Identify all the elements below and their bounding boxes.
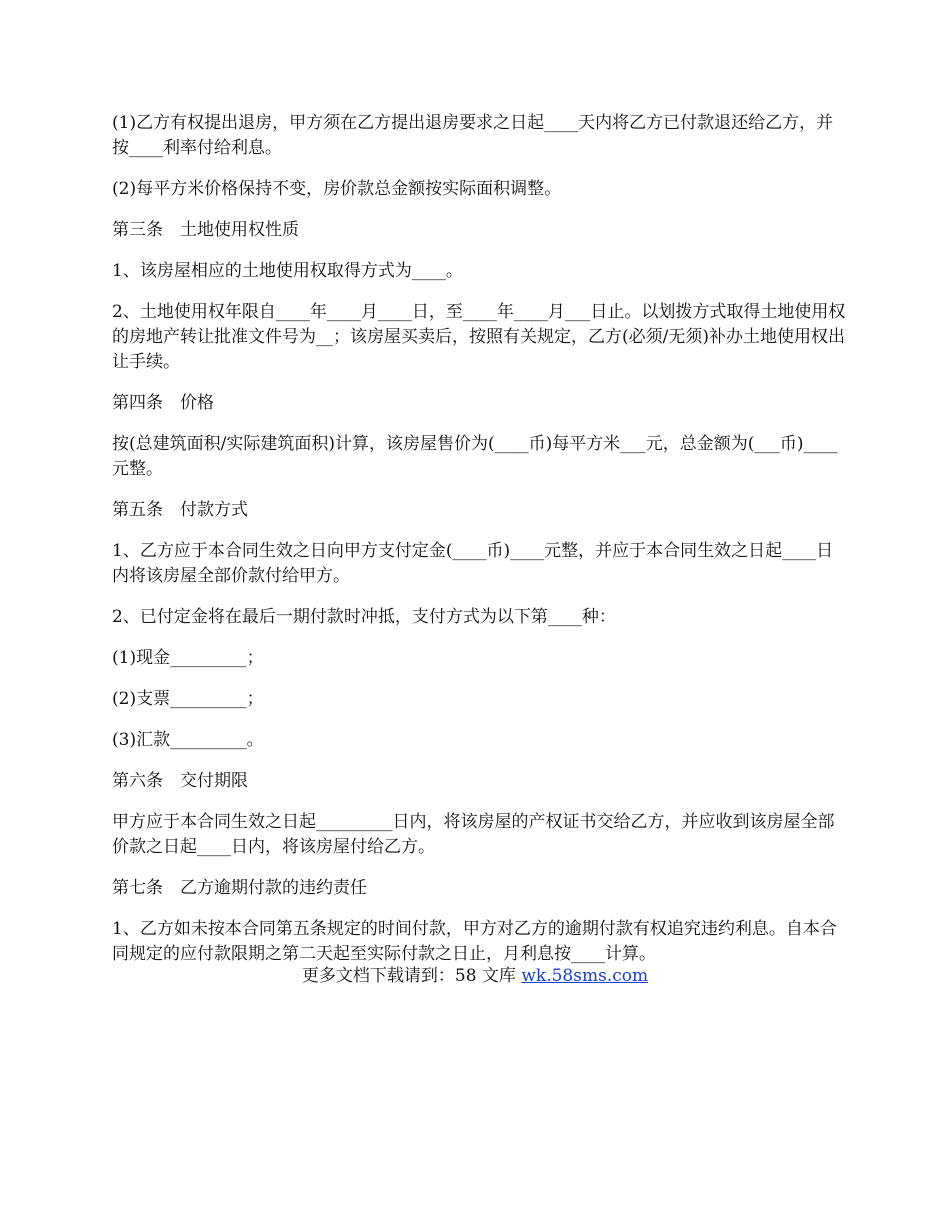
- paragraph: (2)每平方米价格保持不变，房价款总金额按实际面积调整。: [112, 179, 562, 199]
- list-item: (1)现金_________；: [112, 648, 264, 668]
- section-heading: 第六条 交付期限: [112, 771, 248, 791]
- document-body: [112, 111, 847, 983]
- paragraph: 1、该房屋相应的土地使用权取得方式为____。: [112, 261, 463, 281]
- paragraph: 2、土地使用权年限自____年____月____日，至____年____月___日止。以划拨方式取得土地使用权的房地产转让批准文件号为__；该房屋买卖后，按照有关规定，乙方(必须/无须)补办土地使用权出让手续。: [112, 302, 846, 372]
- footer: [0, 964, 950, 989]
- footer-link[interactable]: wk.58sms.com: [521, 966, 649, 986]
- paragraph: 1、乙方如未按本合同第五条规定的时间付款，甲方对乙方的逾期付款有权追究违约利息。自本合同规定的应付款限期之第二天起至实际付款之日止，月利息按____计算。: [112, 919, 837, 964]
- footer-text: 更多文档下载请到：58 文库: [301, 966, 522, 986]
- section-heading: 第七条 乙方逾期付款的违约责任: [112, 878, 367, 898]
- section-heading: 第五条 付款方式: [112, 500, 248, 520]
- paragraph: 1、乙方应于本合同生效之日向甲方支付定金(____币)____元整，并应于本合同生效之日起____日内将该房屋全部价款付给甲方。: [112, 541, 834, 586]
- paragraph: 按(总建筑面积/实际建筑面积)计算，该房屋售价为(____币)每平方米___元，总金额为(___币)____元整。: [112, 434, 838, 479]
- paragraph: 甲方应于本合同生效之日起_________日内，将该房屋的产权证书交给乙方，并应收到该房屋全部价款之日起____日内，将该房屋付给乙方。: [112, 812, 835, 857]
- list-item: (2)支票_________；: [112, 689, 264, 709]
- paragraph: (1)乙方有权提出退房，甲方须在乙方提出退房要求之日起____天内将乙方已付款退还给乙方，并按____利率付给利息。: [112, 113, 834, 158]
- section-heading: 第三条 土地使用权性质: [112, 220, 299, 240]
- paragraph: 2、已付定金将在最后一期付款时冲抵，支付方式为以下第____种：: [112, 607, 616, 627]
- section-heading: 第四条 价格: [112, 393, 214, 413]
- list-item: (3)汇款_________。: [112, 730, 264, 750]
